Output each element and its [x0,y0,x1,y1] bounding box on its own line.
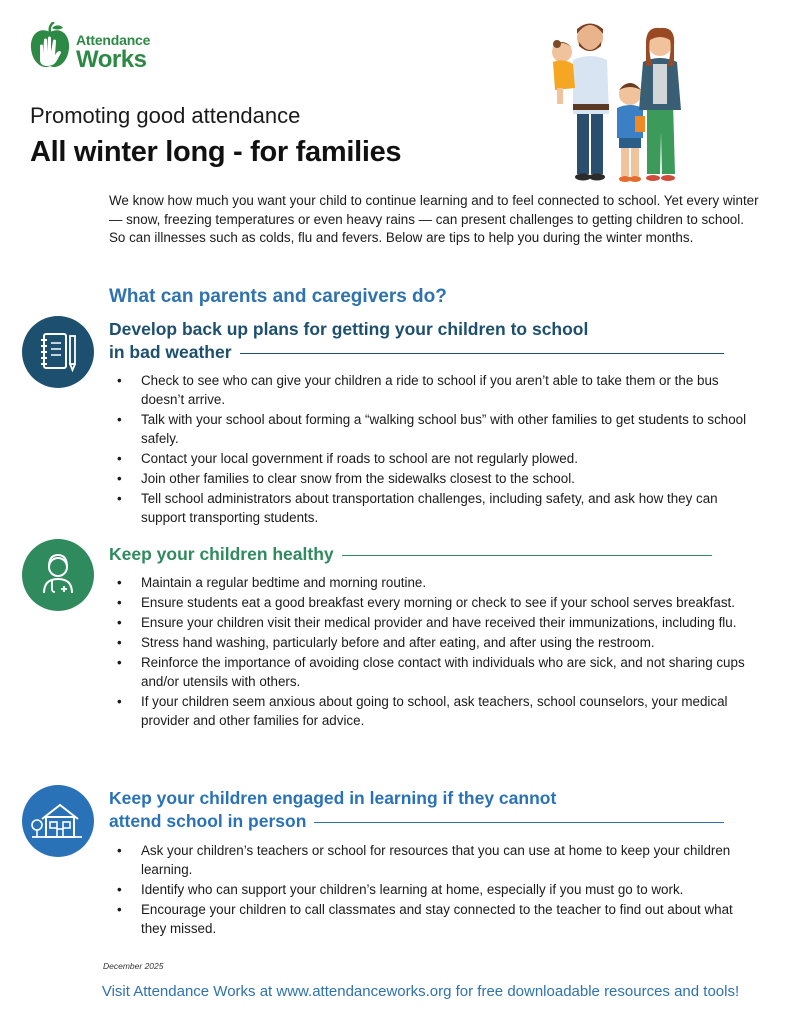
logo-text-attendance: Attendance [76,32,151,48]
family-illustration [535,12,695,187]
list-item: • Stress hand washing, particularly before and after eating, and after using the restroom. [115,633,755,652]
logo-text-works: Works [76,46,147,73]
house-icon [22,785,94,857]
publication-date: December 2025 [103,961,164,971]
section-heading-backup-plans [109,318,724,364]
footer-text: Visit Attendance Works at www.attendanceworks.org for free downloadable resources and tools! [101,983,740,1000]
learning-list [115,841,755,939]
attendance-works-logo [28,22,168,78]
question-heading: What can parents and caregivers do? [109,286,447,307]
heading-rule [240,353,724,355]
section-heading-line1: Keep your children healthy [109,544,334,564]
heading-rule [342,555,712,557]
notebook-icon [22,316,94,388]
list-item: • Tell school administrators about transportation challenges, including safety, and ask how they can support transporting students. [115,489,755,527]
list-item: • Maintain a regular bedtime and morning routine. [115,573,755,592]
list-item: • Talk with your school about forming a “walking school bus” with other families to get students to school safely. [115,410,755,448]
list-item: • Encourage your children to call classmates and stay connected to the teacher to find out about what they missed. [115,900,755,938]
list-item: • Identify who can support your children’s learning at home, especially if you must go to work. [115,880,755,899]
list-item: • Ask your children’s teachers or school for resources that you can use at home to keep your children learning. [115,841,755,879]
apple-hand-icon [28,22,72,72]
list-item: • Check to see who can give your children a ride to school if you aren’t able to take them or the bus doesn’t arrive. [115,371,755,409]
list-item: • Reinforce the importance of avoiding close contact with individuals who are sick, and not sharing cups and/or utensils with others. [115,653,755,691]
heading-rule [314,822,724,824]
list-item: • Ensure students eat a good breakfast every morning or check to see if your school serves breakfast. [115,593,755,612]
intro-paragraph: We know how much you want your child to continue learning and to feel connected to school. Yet every winter — snow, freezing temperatures or even heavy rains — can present challenges to getting children to school. So can illnesses such as colds, flu and fevers. Below are tips to help you during the winter months. [109,193,759,245]
healthy-list [115,573,755,731]
page-title: All winter long - for families [30,136,402,168]
list-item: • Join other families to clear snow from the sidewalks closest to the school. [115,469,755,488]
section-heading-learning [109,787,724,833]
page-pretitle: Promoting good attendance [30,103,301,128]
list-item: • Ensure your children visit their medical provider and have received their immunizations, including flu. [115,613,755,632]
section-heading-line2: attend school in person [109,811,307,831]
list-item: • If your children seem anxious about going to school, ask teachers, school counselors, your medical provider and other families for advice. [115,692,755,730]
list-item: • Contact your local government if roads to school are not regularly plowed. [115,449,755,468]
health-worker-icon [22,539,94,611]
section-heading-healthy [109,543,712,566]
section-heading-line1: Develop back up plans for getting your children to school [109,319,589,339]
section-heading-line2: in bad weather [109,342,232,362]
section-heading-line1: Keep your children engaged in learning if they cannot [109,788,557,808]
backup-plans-list [115,371,755,528]
